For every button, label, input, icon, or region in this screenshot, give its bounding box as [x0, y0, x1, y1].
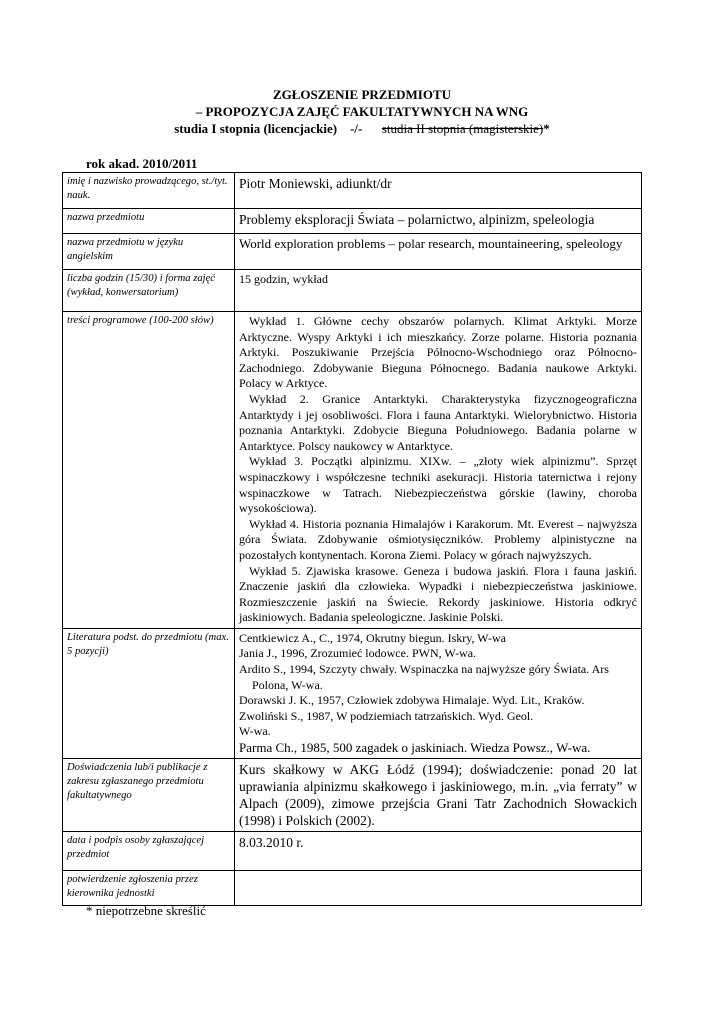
row-confirmation [63, 870, 642, 905]
row-literature [63, 628, 642, 758]
value-date-signature: 8.03.2010 r. [235, 831, 642, 870]
value-course-name-en: World exploration problems – polar research, mountaineering, speleology [235, 234, 642, 270]
literature-item: Zwoliński S., 1987, W podziemiach tatrzańskich. Wyd. Geol. [239, 708, 534, 723]
label-hours: liczba godzin (15/30) i forma zajęć (wykład, konwersatorium) [63, 270, 235, 312]
study-level-bachelor: studia I stopnia (licencjackie) [174, 121, 338, 136]
lecture-1-text: Wykład 1. Główne cechy obszarów polarnych. Klimat Arktyki. Morze Arktyczne. Wyspy Arktyki i ich mieszkańcy. Zorze polarne. Historia poznania Arktyki. Poszukiwanie Przejścia Północno-Wschodniego oraz Północno-Zachodniego. Zdobywanie Bieguna Północnego. Badania naukowe Arktyki. Polacy w Arktyce. [239, 314, 637, 391]
label-course-name-en: nazwa przedmiotu w języku angielskim [63, 234, 235, 270]
row-course-name [63, 209, 642, 234]
value-course-name: Problemy eksploracji Świata – polarnictwo, alpinizm, speleologia [235, 209, 642, 234]
course-form-table [62, 172, 642, 906]
literature-item: Ardito S., 1994, Szczyty chwały. Wspinaczka na najwyższe góry Świata. Ars Polona, W-wa. [239, 662, 609, 692]
label-experience: Doświadczenia lub/i publikacje z zakresu zgłaszanego przedmiotu fakultatywnego [63, 758, 235, 831]
study-level-line [0, 120, 724, 137]
label-course-name: nazwa przedmiotu [63, 209, 235, 234]
row-date-signature [63, 831, 642, 870]
document-header [0, 86, 724, 137]
lecture-5-text: Wykład 5. Zjawiska krasowe. Geneza i budowa jaskiń. Flora i fauna jaskiń. Znaczenie jaskiń dla człowieka. Wypadki i niebezpieczeństwa jaskiniowe. Rozmieszczenie jaskiń na Świecie. Rekordy jaskiniowe. Historia odkryć jaskiniowych. Badania speleologiczne. Jaskinie Polski. [239, 563, 637, 625]
value-confirmation [235, 870, 642, 905]
value-content [235, 312, 642, 629]
literature-item: Jania J., 1996, Zrozumieć lodowce. PWN, W-wa. [239, 646, 477, 661]
label-literature: Literatura podst. do przedmiotu (max. 5 pozycji) [63, 628, 235, 758]
value-literature [235, 628, 642, 758]
value-experience: Kurs skałkowy w AKG Łódź (1994); doświadczenie: ponad 20 lat uprawiania alpinizmu skałkowego i jaskiniowego, m.in. „via ferraty” w Alpach (2009), zimowe przejścia Grani Tatr Zachodnich Słowackich (1998) i Polskich (2002). [235, 758, 642, 831]
lecture-3-text: Wykład 3. Początki alpinizmu. XIXw. – „złoty wiek alpinizmu”. Sprzęt wspinaczkowy i współczesne techniki asekuracji. Historia taternictwa i rejony wspinaczkowe w Tatrach. Niebezpieczeństwa górskie (lawiny, choroba wysokościowa). [239, 454, 637, 516]
label-lecturer: imię i nazwisko prowadzącego, st./tyt. nauk. [63, 173, 235, 209]
form-subtitle: – PROPOZYCJA ZAJĘĆ FAKULTATYWNYCH NA WNG [195, 104, 529, 119]
lecture-2-text: Wykład 2. Granice Antarktyki. Charakterystyka fizycznogeograficzna Antarktydy i jej osobliwości. Flora i fauna Antarktyki. Wielorybnictwo. Historia poznania Antarktyki. Zdobycie Bieguna Południowego. Badania polarne w Antarktyce. Polscy naukowcy w Antarktyce. [239, 391, 637, 453]
row-hours [63, 270, 642, 312]
lecture-4-text: Wykład 4. Historia poznania Himalajów i Karakorum. Mt. Everest – najwyższa góra Świata. Zdobywanie ośmiotysięczników. Problemy alpinistyczne na pozostałych kontynentach. Korona Ziemi. Polacy w górach najwyższych. [239, 516, 637, 562]
study-level-separator: -/- [350, 121, 363, 136]
row-content [63, 312, 642, 629]
row-lecturer [63, 173, 642, 209]
label-date-signature: data i podpis osoby zgłaszającej przedmiot [63, 831, 235, 870]
footnote: * niepotrzebne skreślić [86, 903, 206, 918]
form-title: ZGŁOSZENIE PRZEDMIOTU [272, 87, 452, 102]
row-course-name-en [63, 234, 642, 270]
literature-item: W-wa. [239, 724, 271, 739]
value-hours: 15 godzin, wykład [235, 270, 642, 312]
row-experience [63, 758, 642, 831]
academic-year: rok akad. 2010/2011 [86, 156, 198, 171]
label-content: treści programowe (100-200 słów) [63, 312, 235, 629]
study-level-asterisk: * [543, 121, 550, 136]
value-lecturer: Piotr Moniewski, adiunkt/dr [235, 173, 642, 209]
literature-item: Dorawski J. K., 1957, Człowiek zdobywa Himalaje. Wyd. Lit., Kraków. [239, 693, 585, 708]
literature-item: Centkiewicz A., C., 1974, Okrutny biegun. Iskry, W-wa [239, 630, 506, 645]
study-level-master: studia II stopnia (magisterskie) [381, 121, 544, 136]
literature-item: Parma Ch., 1985, 500 zagadek o jaskiniach. Wiedza Powsz., W-wa. [239, 740, 591, 756]
label-confirmation: potwierdzenie zgłoszenia przez kierownika jednostki [63, 870, 235, 905]
